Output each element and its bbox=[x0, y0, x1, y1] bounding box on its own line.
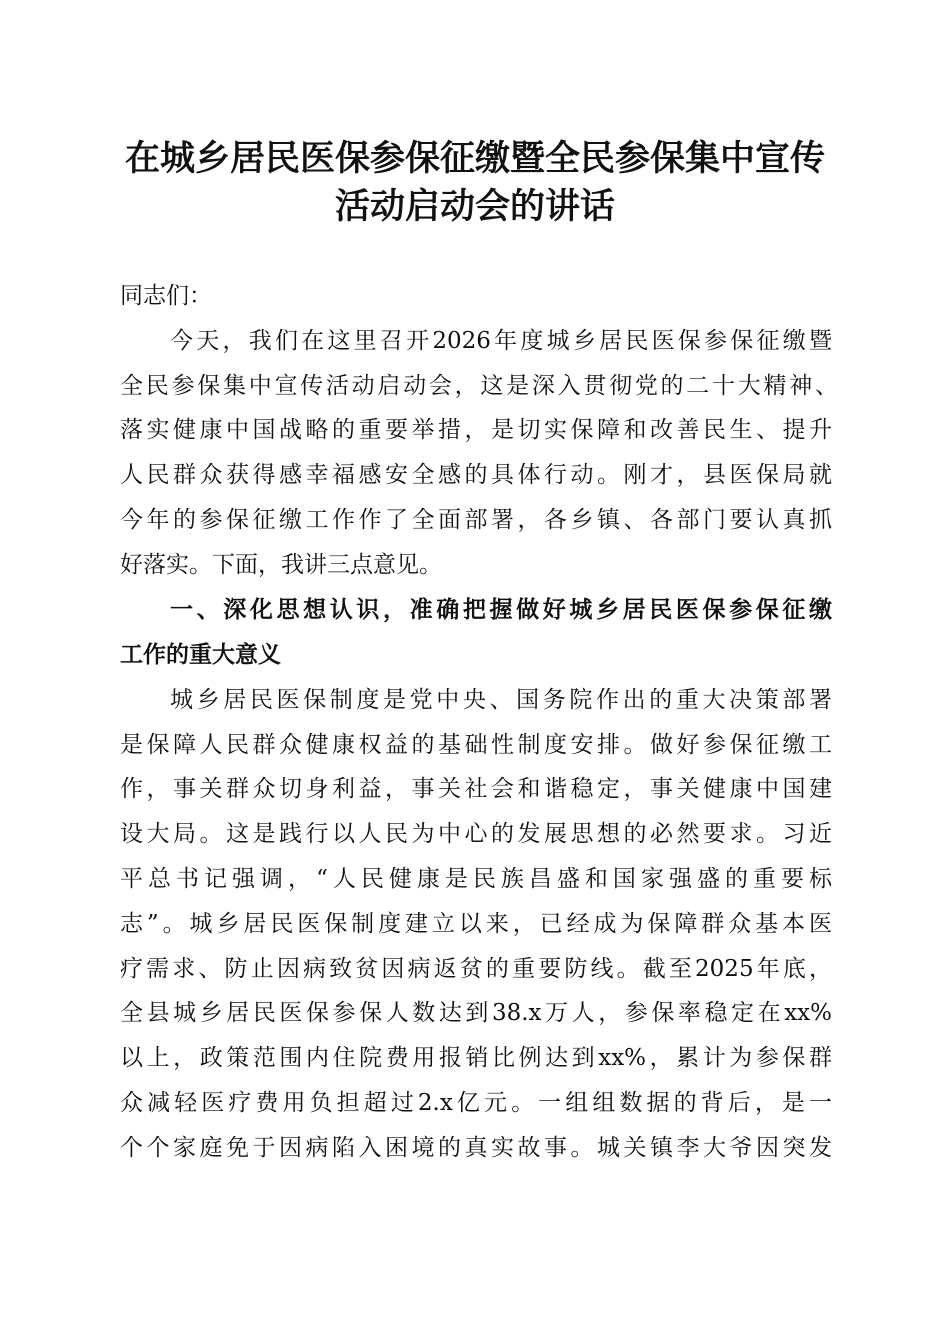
paragraph-2-line: 志”。城乡居民医保制度建立以来，已经成为保障群众基本医 bbox=[120, 911, 832, 937]
paragraph-2-line: 作，事关群众切身利益，事关社会和谐稳定，事关健康中国建 bbox=[120, 776, 832, 802]
document-title-line-1: 在城乡居民医保参保征缴暨全民参保集中宣传 bbox=[124, 138, 825, 179]
paragraph-1-line: 今年的参保征缴工作作了全面部署，各乡镇、各部门要认真抓 bbox=[120, 507, 832, 533]
section-heading-line: 一、深化思想认识，准确把握做好城乡居民医保参保征缴 bbox=[170, 597, 832, 623]
paragraph-2-line: 平总书记强调，“人民健康是民族昌盛和国家强盛的重要标 bbox=[120, 866, 832, 892]
document-title-line-2: 活动启动会的讲话 bbox=[334, 186, 615, 227]
paragraph-2-line: 众减轻医疗费用负担超过2.x亿元。一组组数据的背后，是一 bbox=[120, 1090, 832, 1116]
paragraph-2-line: 设大局。这是践行以人民为中心的发展思想的必然要求。习近 bbox=[120, 821, 832, 847]
paragraph-2-line: 全县城乡居民医保参保人数达到38.x万人，参保率稳定在xx% bbox=[120, 1000, 832, 1026]
paragraph-2-line: 以上，政策范围内住院费用报销比例达到xx%，累计为参保群 bbox=[120, 1045, 832, 1071]
paragraph-2-line: 城乡居民医保制度是党中央、国务院作出的重大决策部署 bbox=[170, 687, 832, 713]
paragraph-1-line: 落实健康中国战略的重要举措，是切实保障和改善民生、提升 bbox=[120, 417, 832, 443]
paragraph-1-line: 今天，我们在这里召开2026年度城乡居民医保参保征缴暨 bbox=[170, 328, 832, 354]
paragraph-2-line: 是保障人民群众健康权益的基础性制度安排。做好参保征缴工 bbox=[120, 732, 832, 758]
section-heading-line: 工作的重大意义 bbox=[120, 642, 281, 668]
salutation: 同志们： bbox=[120, 283, 212, 309]
paragraph-1-line: 好落实。下面，我讲三点意见。 bbox=[120, 552, 442, 578]
paragraph-1-line: 人民群众获得感幸福感安全感的具体行动。刚才，县医保局就 bbox=[120, 462, 832, 488]
paragraph-2-line: 个个家庭免于因病陷入困境的真实故事。城关镇李大爷因突发 bbox=[120, 1135, 832, 1161]
paragraph-2-line: 疗需求、防止因病致贫因病返贫的重要防线。截至2025年底， bbox=[120, 956, 832, 982]
paragraph-1-line: 全民参保集中宣传活动启动会，这是深入贯彻党的二十大精神、 bbox=[120, 373, 838, 399]
